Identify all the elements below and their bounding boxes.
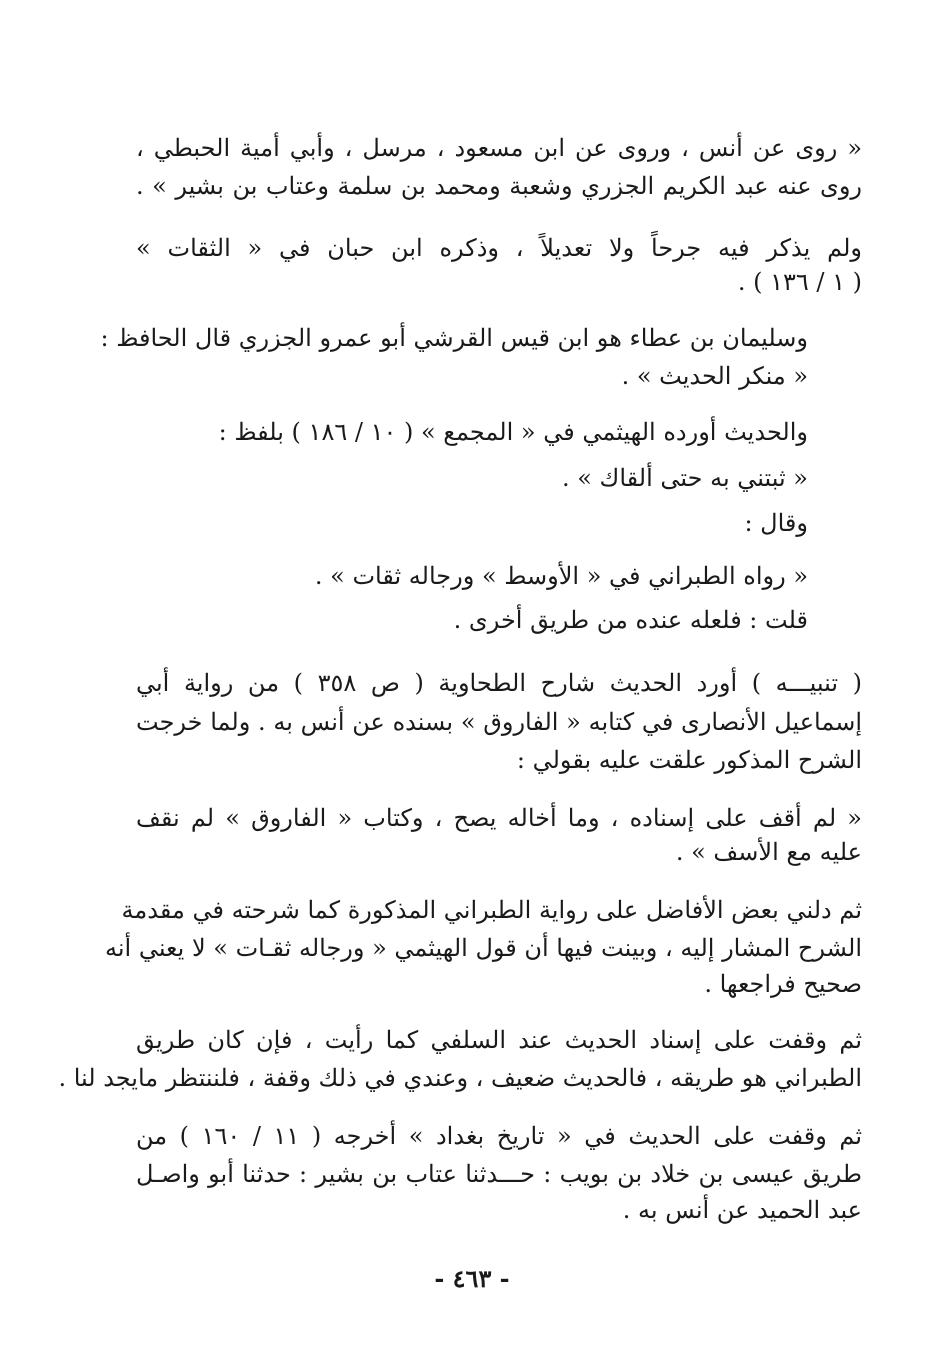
text-line: الطبراني هو طريقه ، فالحديث ضعيف ، وعندي في ذلك وقفة ، فلننتظر مايجد لنا . xyxy=(58,1064,862,1092)
text-line: ( تنبيـــه ) أورد الحديث شارح الطحاوية ( ص ٣٥٨ ) من رواية أبي xyxy=(136,669,862,697)
text-line: « ثبتني به حتى ألقاك » . xyxy=(561,464,808,492)
text-line: « روى عن أنس ، وروى عن ابن مسعود ، مرسل ، وأبي أمية الحبطي ، xyxy=(136,134,863,162)
text-line: طريق عيسى بن خلاد بن بويب : حـــدثنا عتاب بن بشير : حدثنا أبو واصـل xyxy=(136,1160,862,1188)
text-line: وسليمان بن عطاء هو ابن قيس القرشي أبو عمرو الجزري قال الحافظ : xyxy=(100,324,808,352)
text-line: « منكر الحديث » . xyxy=(621,362,808,390)
text-line: « رواه الطبراني في « الأوسط » ورجاله ثقات » . xyxy=(314,562,808,590)
text-line: ولم يذكر فيه جرحاً ولا تعديلاً ، وذكره ابن حبان في « الثقات » xyxy=(136,234,862,262)
text-line: قلت : فلعله عنده من طريق أخرى . xyxy=(453,606,808,634)
text-line: ثم دلني بعض الأفاضل على رواية الطبراني المذكورة كما شرحته في مقدمة xyxy=(121,896,862,924)
page-number: - ٤٦٣ - xyxy=(434,1264,510,1293)
text-line: ( ١ / ١٣٦ ) . xyxy=(737,268,862,296)
text-line: « لم أقف على إسناده ، وما أخاله يصح ، وكتاب « الفاروق » لم نقف xyxy=(136,804,862,832)
text-line: عليه مع الأسف » . xyxy=(675,838,862,866)
text-line: صحيح فراجعها . xyxy=(704,970,862,998)
text-line: ثم وقفت على إسناد الحديث عند السلفي كما رأيت ، فإن كان طريق xyxy=(136,1026,862,1054)
text-line: روى عنه عبد الكريم الجزري وشعبة ومحمد بن سلمة وعتاب بن بشير » . xyxy=(136,172,862,200)
text-line: ثم وقفت على الحديث في « تاريخ بغداد » أخرجه ( ١١ / ١٦٠ ) من xyxy=(136,1122,863,1150)
text-line: وقال : xyxy=(744,509,808,537)
text-line: إسماعيل الأنصارى في كتابه « الفاروق » بسنده عن أنس به . ولما خرجت xyxy=(136,708,862,736)
text-line: والحديث أورده الهيثمي في « المجمع » ( ١٠ / ١٨٦ ) بلفظ : xyxy=(218,418,808,446)
text-line: عبد الحميد عن أنس به . xyxy=(622,1196,862,1224)
text-line: الشرح المشار إليه ، وبينت فيها أن قول الهيثمي « ورجاله ثقـات » لا يعني أنه xyxy=(104,934,862,962)
text-line: الشرح المذكور علقت عليه بقولي : xyxy=(516,746,862,774)
